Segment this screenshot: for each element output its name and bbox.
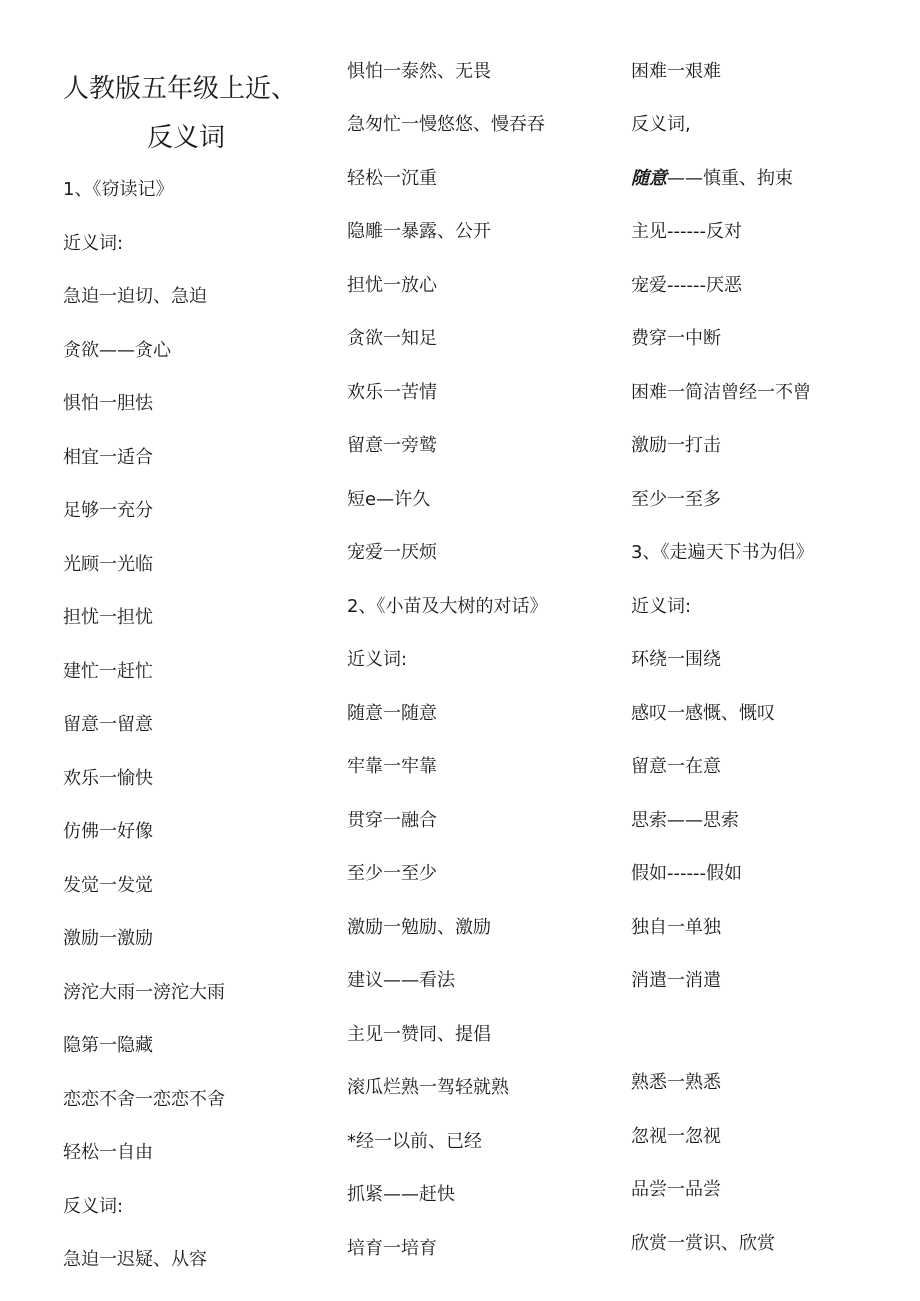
word-pair: 培育一培育 bbox=[347, 1238, 437, 1259]
word-pair: 光顾一光临 bbox=[63, 554, 153, 575]
word-pair: 滂沱大雨一滂沱大雨 bbox=[63, 982, 225, 1003]
word-pair: 发觉一发觉 bbox=[63, 875, 153, 896]
subheading: 近义词: bbox=[631, 596, 692, 617]
word-pair: 急匆忙一慢悠悠、慢吞吞 bbox=[347, 114, 545, 135]
word-pair: 隐第一隐藏 bbox=[63, 1035, 153, 1056]
word-pair: 困难一简洁曾经一不曾 bbox=[631, 382, 811, 403]
emphasized-word: 随意 bbox=[631, 168, 667, 189]
word-pair: 宠爱一厌烦 bbox=[347, 542, 437, 563]
document-title-line-2: 反义词 bbox=[147, 123, 226, 153]
word-pair: 留意一旁鹫 bbox=[347, 435, 437, 456]
word-pair: 主见------反对 bbox=[631, 221, 742, 242]
word-pair: 消遣一消遣 bbox=[631, 970, 721, 991]
word-pair: 轻松一自由 bbox=[63, 1142, 153, 1163]
word-pair: 忽视一忽视 bbox=[631, 1126, 721, 1147]
word-pair: 假如------假如 bbox=[631, 863, 742, 884]
word-pair: 贯穿一融合 bbox=[347, 810, 437, 831]
word-pair: 抓紧——赶快 bbox=[347, 1184, 455, 1205]
word-pair: 思索——思索 bbox=[631, 810, 739, 831]
word-pair: 隐雕一暴露、公开 bbox=[347, 221, 491, 242]
word-pair: 贪欲——贪心 bbox=[63, 340, 171, 361]
word-pair: 轻松一沉重 bbox=[347, 168, 437, 189]
word-pair: 困难一艰难 bbox=[631, 61, 721, 82]
word-pair: 建忙一赶忙 bbox=[63, 661, 153, 682]
word-pair-emphasized bbox=[631, 167, 793, 191]
word-pair-rest: ——慎重、拘束 bbox=[667, 168, 793, 189]
section-heading: 3、《走遍天下书为侣》 bbox=[631, 542, 814, 563]
word-pair: 熟悉一熟悉 bbox=[631, 1072, 721, 1093]
word-pair: 足够一充分 bbox=[63, 500, 153, 521]
subheading: 近义词: bbox=[347, 649, 408, 670]
word-pair: 建议——看法 bbox=[347, 970, 455, 991]
word-pair: 欢乐一苦情 bbox=[347, 382, 437, 403]
subheading: 反义词: bbox=[63, 1196, 124, 1217]
word-pair: 恋恋不舍一恋恋不舍 bbox=[63, 1089, 225, 1110]
document-title-line-1: 人教版五年级上近、 bbox=[63, 74, 298, 104]
word-pair: 牢靠一牢靠 bbox=[347, 756, 437, 777]
section-heading: 2、《小苗及大树的对话》 bbox=[347, 596, 548, 617]
word-pair: 主见一赞同、提倡 bbox=[347, 1024, 491, 1045]
word-pair: 惧怕一泰然、无畏 bbox=[347, 61, 491, 82]
word-pair: 急迫一迫切、急迫 bbox=[63, 286, 207, 307]
word-pair: 滚瓜烂熟一驾轻就熟 bbox=[347, 1077, 509, 1098]
word-pair: 留意一留意 bbox=[63, 714, 153, 735]
subheading: 反义词, bbox=[631, 114, 691, 135]
word-pair: 激励一打击 bbox=[631, 435, 721, 456]
word-pair: 激励一激励 bbox=[63, 928, 153, 949]
section-heading: 1、《窃读记》 bbox=[63, 179, 174, 200]
word-pair: 激励一勉励、激励 bbox=[347, 917, 491, 938]
subheading: 近义词: bbox=[63, 233, 124, 254]
word-pair: 贪欲一知足 bbox=[347, 328, 437, 349]
word-pair: 欣赏一赏识、欣赏 bbox=[631, 1233, 775, 1254]
word-pair: 担忧一放心 bbox=[347, 275, 437, 296]
word-pair: 环绕一围绕 bbox=[631, 649, 721, 670]
word-pair: 随意一随意 bbox=[347, 703, 437, 724]
word-pair: *经一以前、已经 bbox=[347, 1131, 482, 1152]
word-pair: 品尝一品尝 bbox=[631, 1179, 721, 1200]
word-pair: 至少一至多 bbox=[631, 489, 721, 510]
word-pair: 仿佛一好像 bbox=[63, 821, 153, 842]
word-pair: 急迫一迟疑、从容 bbox=[63, 1249, 207, 1270]
word-pair: 留意一在意 bbox=[631, 756, 721, 777]
word-pair: 相宜一适合 bbox=[63, 447, 153, 468]
word-pair: 短e—许久 bbox=[347, 489, 431, 510]
word-pair: 感叹一感慨、慨叹 bbox=[631, 703, 775, 724]
word-pair: 独自一单独 bbox=[631, 917, 721, 938]
word-pair: 至少一至少 bbox=[347, 863, 437, 884]
word-pair: 惧怕一胆怯 bbox=[63, 393, 153, 414]
word-pair: 费穿一中断 bbox=[631, 328, 721, 349]
word-pair: 宠爱------厌恶 bbox=[631, 275, 742, 296]
word-pair: 欢乐一愉快 bbox=[63, 768, 153, 789]
word-pair: 担忧一担忧 bbox=[63, 607, 153, 628]
